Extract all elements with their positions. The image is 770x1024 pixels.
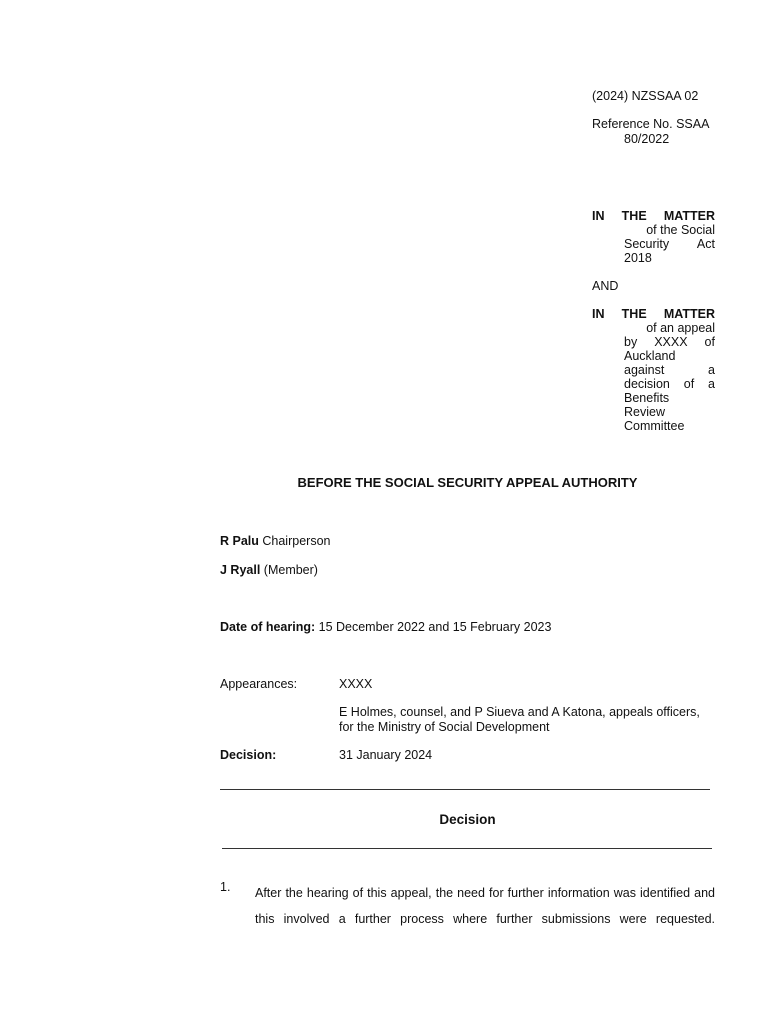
chair-name: R Palu [220, 534, 259, 548]
appearances-value-1: XXXX [339, 677, 373, 691]
hearing-label: Date of hearing: [220, 620, 316, 634]
matter-line: decision of a [624, 377, 715, 391]
appearances-label: Appearances: [220, 677, 298, 691]
reference-number [592, 117, 717, 147]
paragraph-number: 1. [220, 880, 231, 894]
reference-line-2: 80/2022 [624, 132, 670, 146]
matter-line: Auckland [624, 349, 676, 363]
matter-the: THE [621, 307, 647, 321]
matter-heading-2 [592, 307, 715, 321]
member-name: J Ryall [220, 563, 261, 577]
matter-line: Benefits [624, 391, 670, 405]
member-line [220, 563, 318, 578]
matter-heading-1 [592, 209, 715, 223]
matter-line: 2018 [624, 251, 652, 265]
document-title: BEFORE THE SOCIAL SECURITY APPEAL AUTHORITY [297, 475, 638, 490]
decision-heading: Decision [439, 812, 496, 827]
hearing-date-line [220, 620, 551, 635]
decision-date-value: 31 January 2024 [339, 748, 433, 762]
decision-date-label: Decision: [220, 748, 277, 762]
matter-block-1 [592, 209, 715, 265]
matter-body-2 [592, 321, 715, 433]
matter-in: IN [592, 307, 605, 321]
matter-word: MATTER [663, 209, 715, 223]
hearing-value: 15 December 2022 and 15 February 2023 [315, 620, 552, 634]
matter-line: against a [624, 363, 715, 377]
matter-word: MATTER [663, 307, 715, 321]
matter-the: THE [621, 209, 647, 223]
matter-line: of the Social [646, 223, 715, 237]
divider-top [220, 789, 710, 790]
appearances-value-2 [339, 705, 719, 735]
appearances-value-2-line-1: E Holmes, counsel, and P Siueva and A Katona, appeals officers, [339, 705, 700, 719]
matter-block-2 [592, 307, 715, 433]
matter-in: IN [592, 209, 605, 223]
appearances-value-2-line-2: for the Ministry of Social Development [339, 720, 550, 734]
citation: (2024) NZSSAA 02 [592, 89, 699, 103]
matter-body-1 [592, 223, 715, 265]
matter-line: Review [624, 405, 665, 419]
paragraph-line-2: this involved a further process where further submissions were requested. [255, 912, 715, 926]
matter-line: Security Act [624, 237, 715, 251]
matter-line: of an appeal [646, 321, 715, 335]
chairperson-line [220, 534, 330, 549]
matter-line: by XXXX of [624, 335, 715, 349]
chair-role: Chairperson [258, 534, 331, 548]
member-role: (Member) [260, 563, 318, 577]
reference-line-1: Reference No. SSAA [592, 117, 710, 131]
divider-bottom [222, 848, 712, 849]
paragraph-text [255, 880, 715, 932]
and-label: AND [592, 279, 619, 293]
matter-line: Committee [624, 419, 685, 433]
paragraph-line-1: After the hearing of this appeal, the need for further information was identified and [255, 886, 715, 900]
